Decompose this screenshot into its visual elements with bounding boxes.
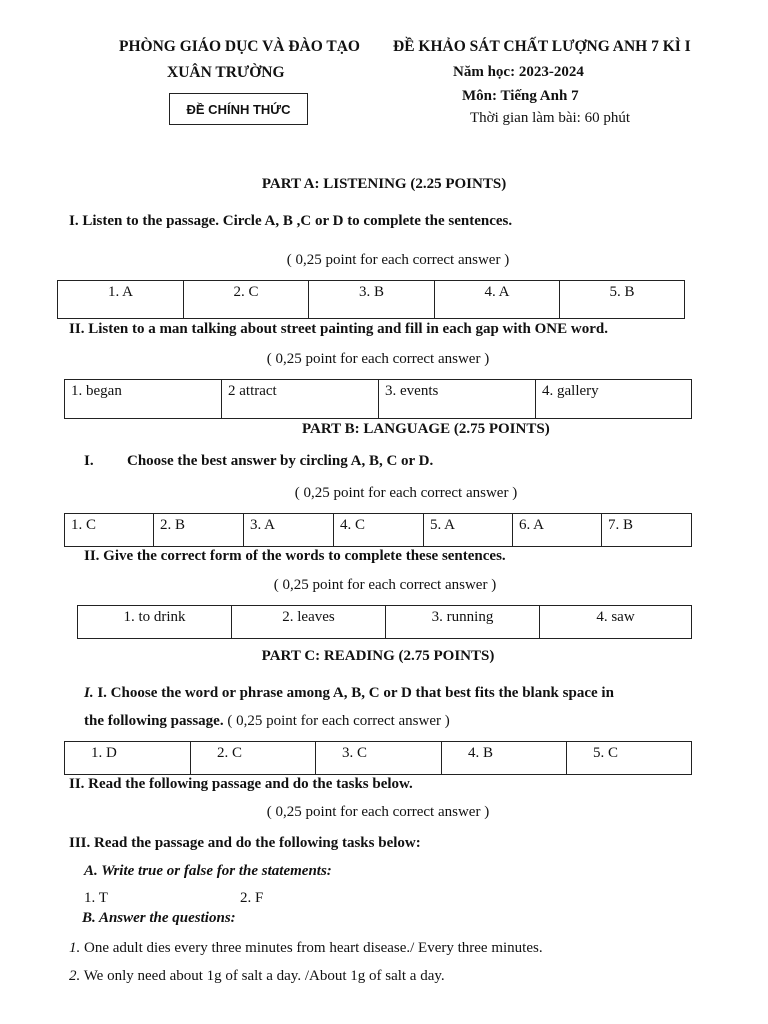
answer-cell: 3. C <box>316 742 442 774</box>
answer-cell: 1. to drink <box>78 606 232 638</box>
part-c-sec1-heading <box>84 685 614 702</box>
part-b-sec2-points: ( 0,25 point for each correct answer ) <box>273 577 497 593</box>
part-a-title: PART A: LISTENING (2.25 POINTS) <box>261 176 507 192</box>
part-a-sec1-answer-table <box>57 280 685 319</box>
part-c-sec1-answer-table <box>64 741 692 775</box>
answer-cell: 2. B <box>154 514 244 546</box>
part-c-title: PART C: READING (2.75 POINTS) <box>261 648 495 664</box>
part-c-sub-a-heading: A. Write true or false for the statements: <box>84 863 332 879</box>
part-b-sec1-heading: Choose the best answer by circling A, B, C or D. <box>127 453 434 469</box>
answer-cell: 4. B <box>442 742 567 774</box>
section-text: I. Choose the word or phrase among A, B, C or D that best fits the blank space in <box>93 685 614 701</box>
part-c-sec1-heading-line2 <box>84 713 450 730</box>
section-number: II <box>69 321 81 337</box>
answer-cell: 7. B <box>608 517 634 533</box>
answer-cell: 5. B <box>609 284 635 300</box>
answer-cell: 6. A <box>513 514 602 546</box>
answer-cell: 2 attract <box>222 380 379 418</box>
answer-cell: 1. began <box>65 380 222 418</box>
subject: Môn: Tiếng Anh 7 <box>462 88 579 104</box>
answer-text: We only need about 1g of salt a day. /About 1g of salt a day. <box>80 968 445 984</box>
answer-cell: 3. A <box>244 514 334 546</box>
question-number: 1. <box>69 940 81 956</box>
part-b-sec1-answer-table <box>64 513 692 547</box>
district-name: XUÂN TRƯỜNG <box>167 64 285 81</box>
answer-question-1 <box>69 940 543 957</box>
part-a-sec1-points: ( 0,25 point for each correct answer ) <box>286 252 510 268</box>
answer-cell: 3. events <box>379 380 536 418</box>
answer-cell: 2. leaves <box>232 606 386 638</box>
answer-cell: 1. D <box>65 742 191 774</box>
part-a-sec1-heading: I. Listen to the passage. Circle A, B ,C or D to complete the sentences. <box>69 213 513 229</box>
section-text: . Listen to a man talking about street painting and fill in each gap with ONE word. <box>80 321 608 337</box>
exam-title: ĐỀ KHẢO SÁT CHẤT LƯỢNG ANH 7 KÌ I <box>393 38 691 55</box>
part-c-sec2-heading: II. Read the following passage and do the tasks below. <box>69 776 413 792</box>
section-text: the following passage. <box>84 713 224 729</box>
points-note: ( 0,25 point for each correct answer ) <box>223 713 450 729</box>
answer-cell: 4. gallery <box>542 383 599 399</box>
answer-cell: 4. saw <box>596 609 635 625</box>
part-a-sec2-answer-table <box>64 379 692 419</box>
true-false-answer-1: 1. T <box>84 890 108 906</box>
answer-question-2 <box>69 968 445 985</box>
part-c-sub-b-heading: B. Answer the questions: <box>82 910 236 926</box>
answer-cell: 4. A <box>435 281 560 318</box>
duration: Thời gian làm bài: 60 phút <box>470 110 630 126</box>
question-number: 2. <box>69 968 81 984</box>
part-b-sec2-heading: II. Give the correct form of the words to complete these sentences. <box>84 548 506 564</box>
school-year: Năm học: 2023-2024 <box>453 64 584 80</box>
answer-cell: 1. A <box>58 281 184 318</box>
part-a-sec2-points: ( 0,25 point for each correct answer ) <box>266 351 490 367</box>
department-name: PHÒNG GIÁO DỤC VÀ ĐÀO TẠO <box>119 38 360 55</box>
answer-text: One adult dies every three minutes from heart disease./ Every three minutes. <box>80 940 543 956</box>
answer-cell: 1. C <box>65 514 154 546</box>
answer-cell: 5. A <box>424 514 513 546</box>
answer-cell: 2. C <box>184 281 309 318</box>
section-number: I. <box>84 685 94 701</box>
answer-cell: 4. C <box>334 514 424 546</box>
answer-cell: 3. running <box>386 606 540 638</box>
part-c-sec2-points: ( 0,25 point for each correct answer ) <box>266 804 490 820</box>
part-a-sec2-heading <box>69 321 608 338</box>
part-b-sec1-points: ( 0,25 point for each correct answer ) <box>294 485 518 501</box>
answer-cell: 3. B <box>309 281 435 318</box>
answer-cell: 5. C <box>593 745 619 761</box>
part-b-sec1-number: I. <box>84 453 94 469</box>
true-false-answer-2: 2. F <box>240 890 264 906</box>
part-b-sec2-answer-table <box>77 605 692 639</box>
official-exam-badge: ĐỀ CHÍNH THỨC <box>169 93 308 125</box>
part-c-sec3-heading: III. Read the passage and do the following tasks below: <box>69 835 421 851</box>
answer-cell: 2. C <box>191 742 316 774</box>
part-b-title: PART B: LANGUAGE (2.75 POINTS) <box>302 421 550 437</box>
